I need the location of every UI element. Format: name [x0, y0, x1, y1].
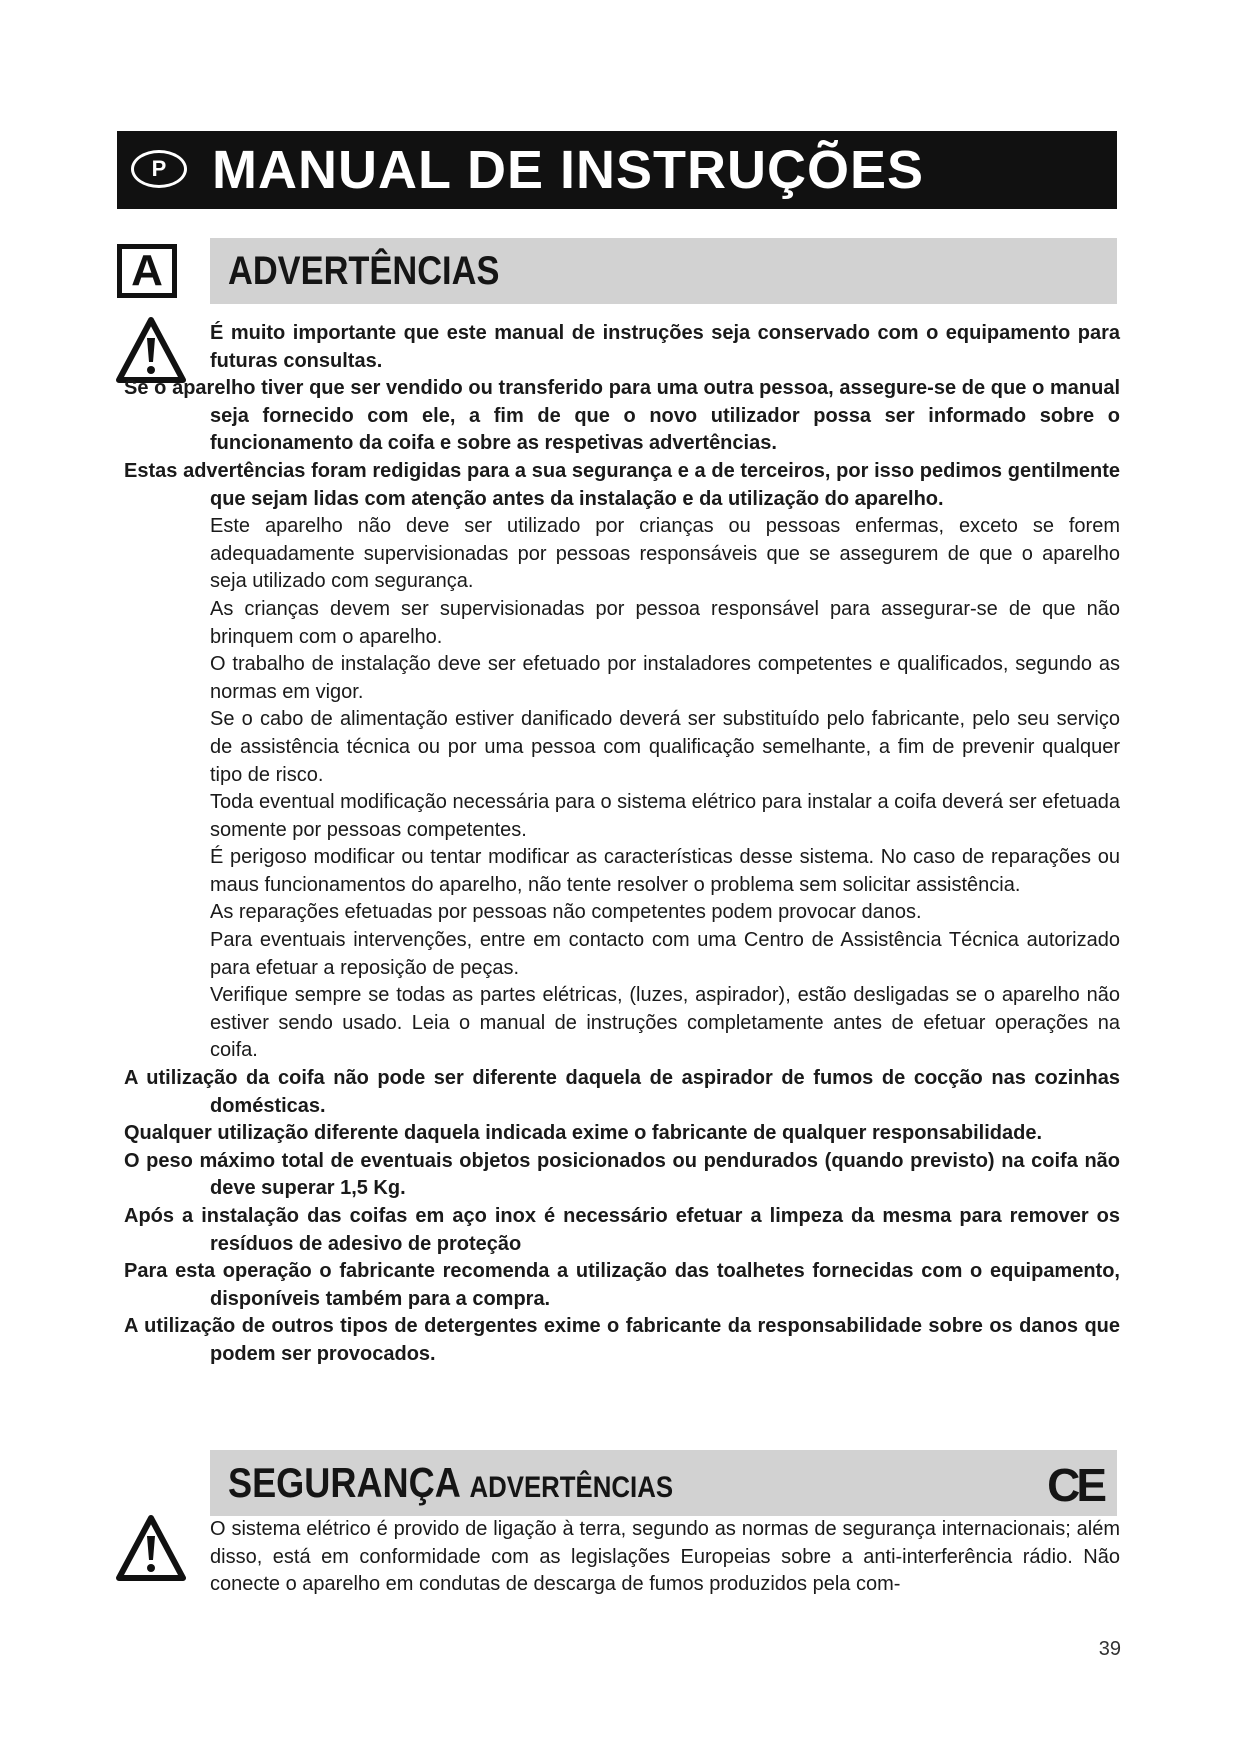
warning-paragraph: Para esta operação o fabricante recomenda a utilização das toalhetes fornecidas com o equipamento, disponíveis também para a compra. [124, 1260, 1120, 1310]
warnings-body [124, 320, 1120, 1369]
warning-paragraph: Após a instalação das coifas em aço inox é necessário efetuar a limpeza da mesma para remover os resíduos de adesivo de proteção [124, 1205, 1120, 1255]
warning-paragraph: É perigoso modificar ou tentar modificar as características desse sistema. No caso de reparações ou maus funcionamentos do aparelho, não tente resolver o problema sem solicitar assistência. [210, 846, 1120, 896]
safety-title [228, 1458, 673, 1513]
page-number: 39 [1098, 1638, 1121, 1660]
warning-paragraph: Este aparelho não deve ser utilizado por crianças ou pessoas enfermas, exceto se forem adequadamente supervisionadas por pessoas responsáveis que se assegurem de que o aparelho seja utilizado com segurança. [210, 515, 1120, 593]
warning-paragraph: O peso máximo total de eventuais objetos posicionados ou pendurados (quando previsto) na coifa não deve superar 1,5 Kg. [124, 1149, 1120, 1200]
page-title: MANUAL DE INSTRUÇÕES [212, 140, 925, 200]
section-header-warnings [210, 238, 1117, 304]
language-badge: P [131, 150, 187, 188]
safety-title-main: SEGURANÇA [228, 1459, 460, 1506]
warning-paragraph: As reparações efetuadas por pessoas não competentes podem provocar danos. [210, 901, 922, 924]
safety-body [210, 1516, 1120, 1599]
warning-triangle-icon [115, 1514, 187, 1582]
manual-title-bar [117, 131, 1117, 209]
warning-paragraph: Toda eventual modificação necessária para o sistema elétrico para instalar a coifa deverá ser efetuada somente por pessoas competentes. [210, 791, 1120, 841]
warning-paragraph: Qualquer utilização diferente daquela indicada exime o fabricante de qualquer responsabilidade. [124, 1122, 1043, 1145]
section-letter: A [131, 246, 163, 295]
section-letter-box [117, 244, 177, 298]
warning-paragraph: A utilização da coifa não pode ser diferente daquela de aspirador de fumos de cocção nas cozinhas domésticas. [124, 1067, 1120, 1117]
warning-paragraph: Verifique sempre se todas as partes elétricas, (luzes, aspirador), estão desligadas se o aparelho não estiver sendo usado. Leia o manual de instruções completamente antes de efetuar operações na coifa. [210, 984, 1120, 1062]
section-title: ADVERTÊNCIAS [228, 249, 500, 293]
warning-paragraph: É muito importante que este manual de instruções seja conservado com o equipamento para futuras consultas. [210, 322, 1120, 372]
warning-paragraph: As crianças devem ser supervisionadas por pessoa responsável para assegurar-se de que não brinquem com o aparelho. [210, 597, 1120, 648]
warning-paragraph: Para eventuais intervenções, entre em contacto com uma Centro de Assistência Técnica autorizado para efetuar a reposição de peças. [210, 929, 1120, 979]
ce-mark: CE [1047, 1459, 1103, 1511]
safety-title-sub: ADVERTÊNCIAS [469, 1471, 674, 1504]
warning-paragraph: A utilização de outros tipos de detergentes exime o fabricante da responsabilidade sobre os danos que podem ser provocados. [124, 1315, 1120, 1365]
warning-paragraph: Se o cabo de alimentação estiver danificado deverá ser substituído pelo fabricante, pelo seu serviço de assistência técnica ou por uma pessoa com qualificação semelhante, a fim de prevenir qualquer tipo de risco. [210, 708, 1120, 786]
warning-paragraph: O trabalho de instalação deve ser efetuado por instaladores competentes e qualificados, segundo as normas em vigor. [210, 653, 1120, 703]
safety-paragraph: O sistema elétrico é provido de ligação à terra, segundo as normas de segurança internacionais; além disso, está em conformidade com as legislações Europeias sobre a anti-interferência rádio. Não conecte o aparelho em condutas de descarga de fumos produzidos pela com- [210, 1518, 1120, 1596]
section-header-safety [210, 1450, 1117, 1516]
warning-paragraph: Se o aparelho tiver que ser vendido ou transferido para uma outra pessoa, assegure-se de que o manual seja fornecido com ele, a fim de que o novo utilizador possa ser informado sobre o funcionamento da coifa e sobre as respetivas advertências. [124, 377, 1120, 455]
warning-paragraph: Estas advertências foram redigidas para a sua segurança e a de terceiros, por isso pedimos gentilmente que sejam lidas com atenção antes da instalação e da utilização do aparelho. [124, 459, 1120, 510]
